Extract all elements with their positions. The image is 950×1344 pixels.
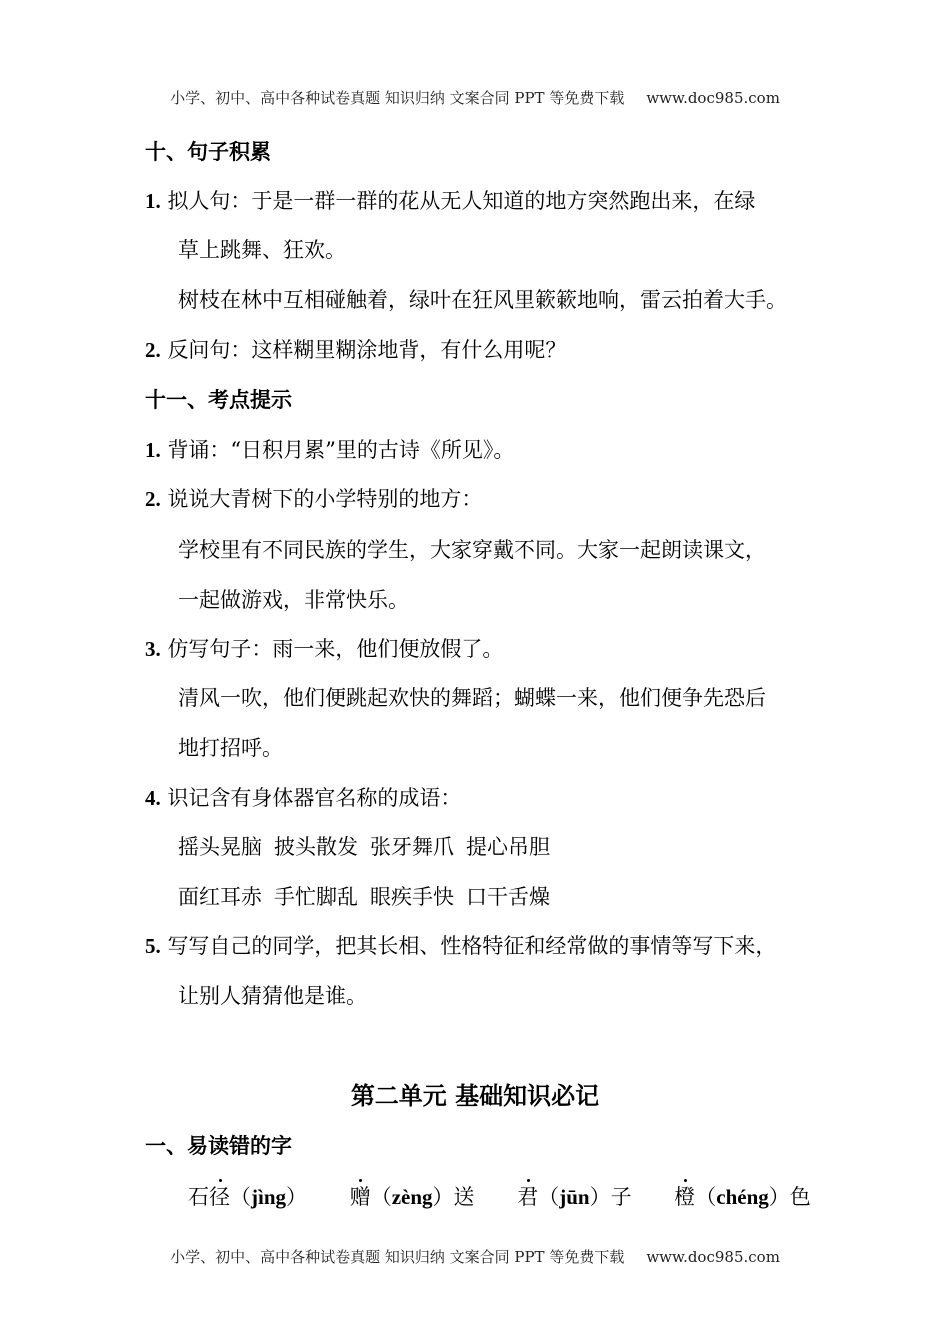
pinyin-reading: chéng (716, 1185, 769, 1209)
s11-item2-text: 说说大青树下的小学特别的地方： (167, 487, 483, 511)
pinyin-reading: jìng (251, 1185, 287, 1209)
idiom: 张牙舞爪 (370, 835, 454, 859)
pinyin-post: 色 (789, 1185, 811, 1209)
s11-item1-text: 背诵：“日积月累”里的古诗《所见》。 (167, 438, 515, 462)
s10-item1-text: 拟人句：于是一群一群的花从无人知道的地方突然跑出来，在绿 (167, 189, 756, 213)
header-text: 小学、初中、高中各种试卷真题 知识归纳 文案合同 PPT 等免费下载 (170, 89, 625, 107)
s11-item4-text: 识记含有身体器官名称的成语： (167, 786, 462, 810)
s11-item3-line3: 地打招呼。 (178, 736, 283, 760)
pinyin-dotted-char: 橙 (674, 1185, 696, 1209)
s11-item4-num: 4. (145, 786, 161, 810)
pinyin-reading: jūn (559, 1185, 590, 1209)
pinyin-item: 君（jūn）子 (517, 1185, 632, 1209)
idiom: 摇头晃脑 (178, 835, 262, 859)
pinyin-item: 石径（jìng） (188, 1185, 308, 1209)
pinyin-dotted-char: 径 (209, 1185, 230, 1209)
s11-item4-line1 (145, 784, 461, 812)
unit2-section-1-title: 一、易读错的字 (145, 1134, 292, 1158)
s10-item2-num: 2. (145, 338, 161, 362)
s11-item3-line2: 清风一吹，他们便跳起欢快的舞蹈；蝴蝶一来，他们便争先恐后 (178, 686, 766, 710)
pinyin-post: 子 (610, 1185, 632, 1209)
header-url[interactable]: www.doc985.com (646, 89, 780, 107)
s11-item3-num: 3. (145, 637, 161, 661)
pinyin-item: 赠（zèng）送 (349, 1185, 475, 1209)
page-header (0, 87, 950, 108)
footer-text: 小学、初中、高中各种试卷真题 知识归纳 文案合同 PPT 等免费下载 (170, 1248, 625, 1266)
s10-item2-text: 反问句：这样糊里糊涂地背，有什么用呢？ (167, 338, 567, 362)
s11-item2-line2: 学校里有不同民族的学生，大家穿戴不同。大家一起朗读课文， (178, 538, 766, 562)
idioms-row-2 (178, 883, 562, 911)
pinyin-dotted-char: 君 (517, 1185, 539, 1209)
pinyin-dotted-char: 赠 (349, 1185, 371, 1209)
s11-item2-line3: 一起做游戏，非常快乐。 (178, 588, 409, 612)
footer-url[interactable]: www.doc985.com (646, 1248, 780, 1266)
section-10-title: 十、句子积累 (145, 140, 271, 164)
s11-item5-line1 (145, 932, 776, 960)
page-footer (0, 1246, 950, 1267)
idioms-row-1 (178, 833, 562, 861)
s11-item1-num: 1. (145, 438, 161, 462)
idiom: 面红耳赤 (178, 885, 262, 909)
s11-item5-text: 写写自己的同学，把其长相、性格特征和经常做的事情等写下来， (167, 934, 777, 958)
idiom: 口干舌燥 (466, 885, 550, 909)
s10-item1-line1 (145, 187, 755, 215)
section-11-title: 十一、考点提示 (145, 388, 292, 412)
pinyin-char: 石 (188, 1185, 209, 1209)
s11-item3-line1 (145, 635, 503, 663)
s11-item5-line2: 让别人猜猜他是谁。 (178, 984, 367, 1008)
pinyin-post: 送 (453, 1185, 475, 1209)
s11-item1-line1 (145, 436, 514, 464)
s10-item1-line3: 树枝在林中互相碰触着，绿叶在狂风里簌簌地响，雷云拍着大手。 (178, 288, 787, 312)
idiom: 提心吊胆 (466, 835, 550, 859)
pinyin-reading: zèng (391, 1185, 433, 1209)
s11-item2-line1 (145, 485, 482, 513)
s11-item3-text: 仿写句子：雨一来，他们便放假了。 (167, 637, 504, 661)
s10-item1-num: 1. (145, 189, 161, 213)
s11-item5-num: 5. (145, 934, 161, 958)
idiom: 披头散发 (274, 835, 358, 859)
idiom: 手忙脚乱 (274, 885, 358, 909)
s11-item2-num: 2. (145, 487, 161, 511)
idiom: 眼疾手快 (370, 885, 454, 909)
pinyin-row (188, 1183, 847, 1211)
pinyin-item: 橙（chéng）色 (674, 1185, 811, 1209)
unit-2-title: 第二单元 基础知识必记 (350, 1082, 600, 1110)
s10-item1-line2: 草上跳舞、狂欢。 (178, 238, 346, 262)
s10-item2-line1 (145, 336, 566, 364)
